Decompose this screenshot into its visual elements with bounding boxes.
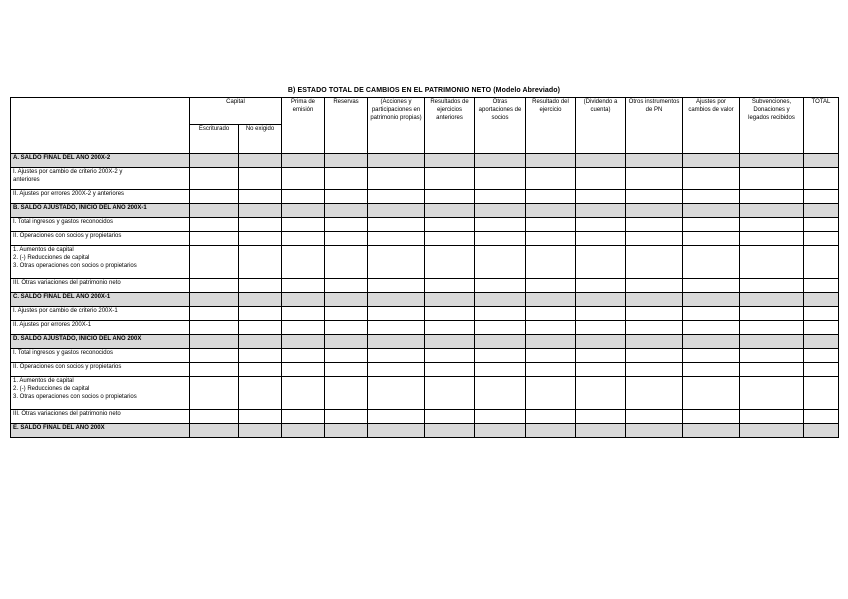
table-row	[11, 190, 839, 204]
table-row	[11, 279, 839, 293]
table-row	[11, 410, 839, 424]
header-reservas: Reservas	[325, 98, 368, 154]
table-row	[11, 293, 839, 307]
table-row	[11, 307, 839, 321]
table-row	[11, 377, 839, 410]
row-label: A. SALDO FINAL DEL AÑO 200X-2	[11, 154, 190, 168]
table-row	[11, 349, 839, 363]
header-row	[11, 98, 839, 125]
header-total: TOTAL	[804, 98, 839, 154]
table-row	[11, 321, 839, 335]
row-label: III. Otras variaciones del patrimonio neto	[11, 410, 190, 424]
row-label: II. Operaciones con socios y propietarios	[11, 232, 190, 246]
header-subvenciones: Subvenciones, Donaciones y legados recibidos	[740, 98, 804, 154]
table-row	[11, 218, 839, 232]
header-prima: Prima de emisión	[282, 98, 325, 154]
header-resultado-ejercicio: Resultado del ejercicio	[526, 98, 576, 154]
row-label: E. SALDO FINAL DEL AÑO 200X	[11, 424, 190, 438]
header-otros-instrumentos: Otros instrumentos de PN	[626, 98, 683, 154]
header-acciones: (Acciones y participaciones en patrimonio propias)	[368, 98, 425, 154]
header-escriturado: Escriturado	[190, 125, 239, 154]
row-label: III. Otras variaciones del patrimonio neto	[11, 279, 190, 293]
table-row	[11, 363, 839, 377]
header-concept	[11, 98, 190, 154]
table-row	[11, 246, 839, 279]
header-no-exigido: No exigido	[239, 125, 282, 154]
table-row	[11, 424, 839, 438]
row-label: B. SALDO AJUSTADO, INICIO DEL AÑO 200X-1	[11, 204, 190, 218]
table-row	[11, 204, 839, 218]
header-capital: Capital	[190, 98, 282, 125]
row-label: I. Ajustes por cambio de criterio 200X-1	[11, 307, 190, 321]
row-label: II. Ajustes por errores 200X-2 y anteriores	[11, 190, 190, 204]
statement-title: B) ESTADO TOTAL DE CAMBIOS EN EL PATRIMONIO NETO (Modelo Abreviado)	[287, 87, 561, 94]
row-label: II. Ajustes por errores 200X-1	[11, 321, 190, 335]
table-row	[11, 168, 839, 190]
table-row	[11, 154, 839, 168]
row-label: I. Ajustes por cambio de criterio 200X-2 y anteriores	[11, 168, 190, 190]
header-resultados-anteriores: Resultados de ejercicios anteriores	[425, 98, 475, 154]
row-label: I. Total ingresos y gastos reconocidos	[11, 349, 190, 363]
header-ajustes-valor: Ajustes por cambios de valor	[683, 98, 740, 154]
table-row	[11, 232, 839, 246]
row-label: 1. Aumentos de capital 2. (-) Reducciones de capital 3. Otras operaciones con socios o propietarios	[11, 377, 190, 410]
row-label: C. SALDO FINAL DEL AÑO 200X-1	[11, 293, 190, 307]
header-otras-aportaciones: Otras aportaciones de socios	[475, 98, 526, 154]
header-dividendo: (Dividendo a cuenta)	[576, 98, 626, 154]
equity-changes-table	[10, 97, 839, 438]
row-label: D. SALDO AJUSTADO, INICIO DEL AÑO 200X	[11, 335, 190, 349]
row-label: 1. Aumentos de capital 2. (-) Reducciones de capital 3. Otras operaciones con socios o propietarios	[11, 246, 190, 279]
table-row	[11, 335, 839, 349]
row-label: I. Total ingresos y gastos reconocidos	[11, 218, 190, 232]
row-label: II. Operaciones con socios y propietarios	[11, 363, 190, 377]
